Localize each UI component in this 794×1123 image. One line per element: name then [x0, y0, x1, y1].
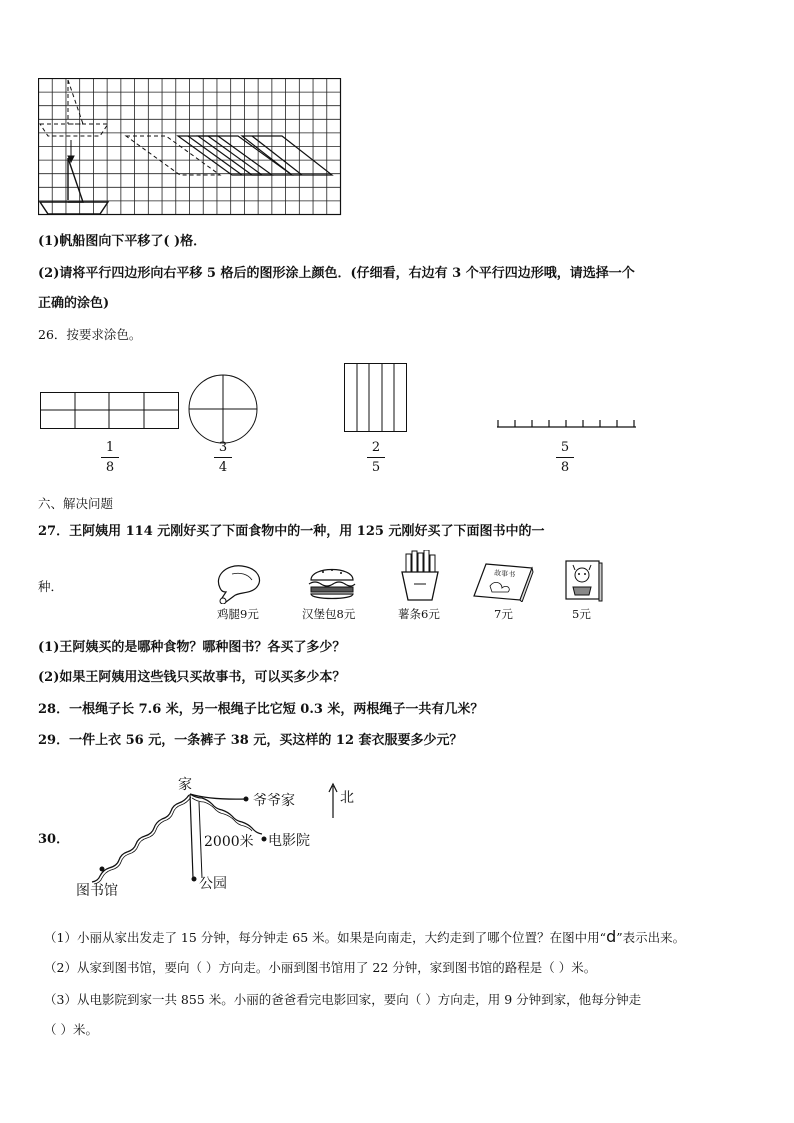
book-label-story: 7元 [494, 607, 513, 621]
q27-line2: 种． [38, 579, 64, 594]
q25-sub1: (1)帆船图向下平移了( )格． [38, 234, 207, 249]
map-label-park: 公园 [199, 876, 227, 892]
location-mark-symbol: d [606, 927, 617, 946]
north-arrow-icon [329, 784, 337, 818]
food-label-hamburger: 汉堡包8元 [302, 607, 356, 621]
q25-sub2-line1: (2)请将平行四边形向右平移 5 格后的图形涂上颜色．(仔细看，右边有 3 个平行四边形哦，请选择一个 [38, 266, 635, 281]
fries-icon [398, 550, 442, 602]
map-label-grandpa: 爷爷家 [253, 793, 295, 809]
food-label-drumstick: 鸡腿9元 [217, 607, 259, 621]
sailboat-original [40, 80, 108, 136]
food-label-fries: 薯条6元 [398, 607, 440, 621]
q30-sub1-tail: ”表示出来。 [616, 930, 686, 945]
map-label-cinema: 电影院 [268, 833, 310, 849]
rectangle-eighths [40, 392, 180, 430]
hamburger-icon [307, 562, 357, 602]
q30-sub1 [44, 927, 685, 946]
segment-eighths [496, 416, 638, 430]
picture-book-icon [563, 559, 603, 603]
map-label-home: 家 [178, 777, 192, 793]
q26-title: 26．按要求涂色。 [38, 327, 142, 342]
q28-text: 28．一根绳子长 7.6 米，另一根绳子比它短 0.3 米，两根绳子一共有几米？ [38, 702, 484, 717]
q27-line1: 27．王阿姨用 114 元刚好买了下面食物中的一种，用 125 元刚好买了下面图书中的一 [38, 524, 545, 539]
storybook-icon [472, 562, 534, 602]
q27-sub2: (2)如果王阿姨用这些钱只买故事书，可以买多少本？ [38, 670, 346, 685]
fraction-3-4: 3 4 [211, 440, 235, 475]
q25-sub2-line2: 正确的涂色) [38, 296, 110, 311]
map-label-north: 北 [340, 790, 354, 806]
q30-sub1-text: （1）小丽从家出发走了 15 分钟，每分钟走 65 米。如果是向南走，大约走到了哪个位置？在图中用“ [44, 930, 607, 945]
q30-number: 30． [38, 832, 70, 847]
translation-grid-figure [38, 78, 342, 216]
drumstick-icon [212, 558, 272, 604]
q30-sub3-line2: （ ）米。 [44, 1022, 98, 1037]
rectangle-fifths [344, 363, 408, 433]
q30-sub3-line1: （3）从电影院到家一共 855 米。小丽的爸爸看完电影回家，要向（ ）方向走，用 9 分钟到家，他每分钟走 [44, 992, 642, 1007]
fraction-1-8: 1 8 [98, 440, 122, 475]
q29-text: 29．一件上衣 56 元，一条裤子 38 元，买这样的 12 套衣服要多少元？ [38, 733, 463, 748]
route-map [70, 772, 390, 902]
circle-quarters [187, 373, 259, 445]
parallelogram-candidates [178, 136, 332, 175]
map-label-distance: 2000米 [204, 834, 254, 850]
q27-sub1: (1)王阿姨买的是哪种食物？哪种图书？各买了多少？ [38, 640, 346, 655]
section-title: 六、解决问题 [38, 496, 114, 511]
sailboat-translated [40, 158, 108, 214]
book-label-picture: 5元 [572, 607, 591, 621]
storybook-cover-title: 故事书 [493, 569, 516, 579]
fraction-2-5: 2 5 [364, 440, 388, 475]
q30-sub2: （2）从家到图书馆，要向（ ）方向走。小丽到图书馆用了 22 分钟，家到图书馆的路程是（ ）米。 [44, 960, 597, 975]
map-label-library: 图书馆 [76, 883, 118, 899]
fraction-5-8: 5 8 [553, 440, 577, 475]
